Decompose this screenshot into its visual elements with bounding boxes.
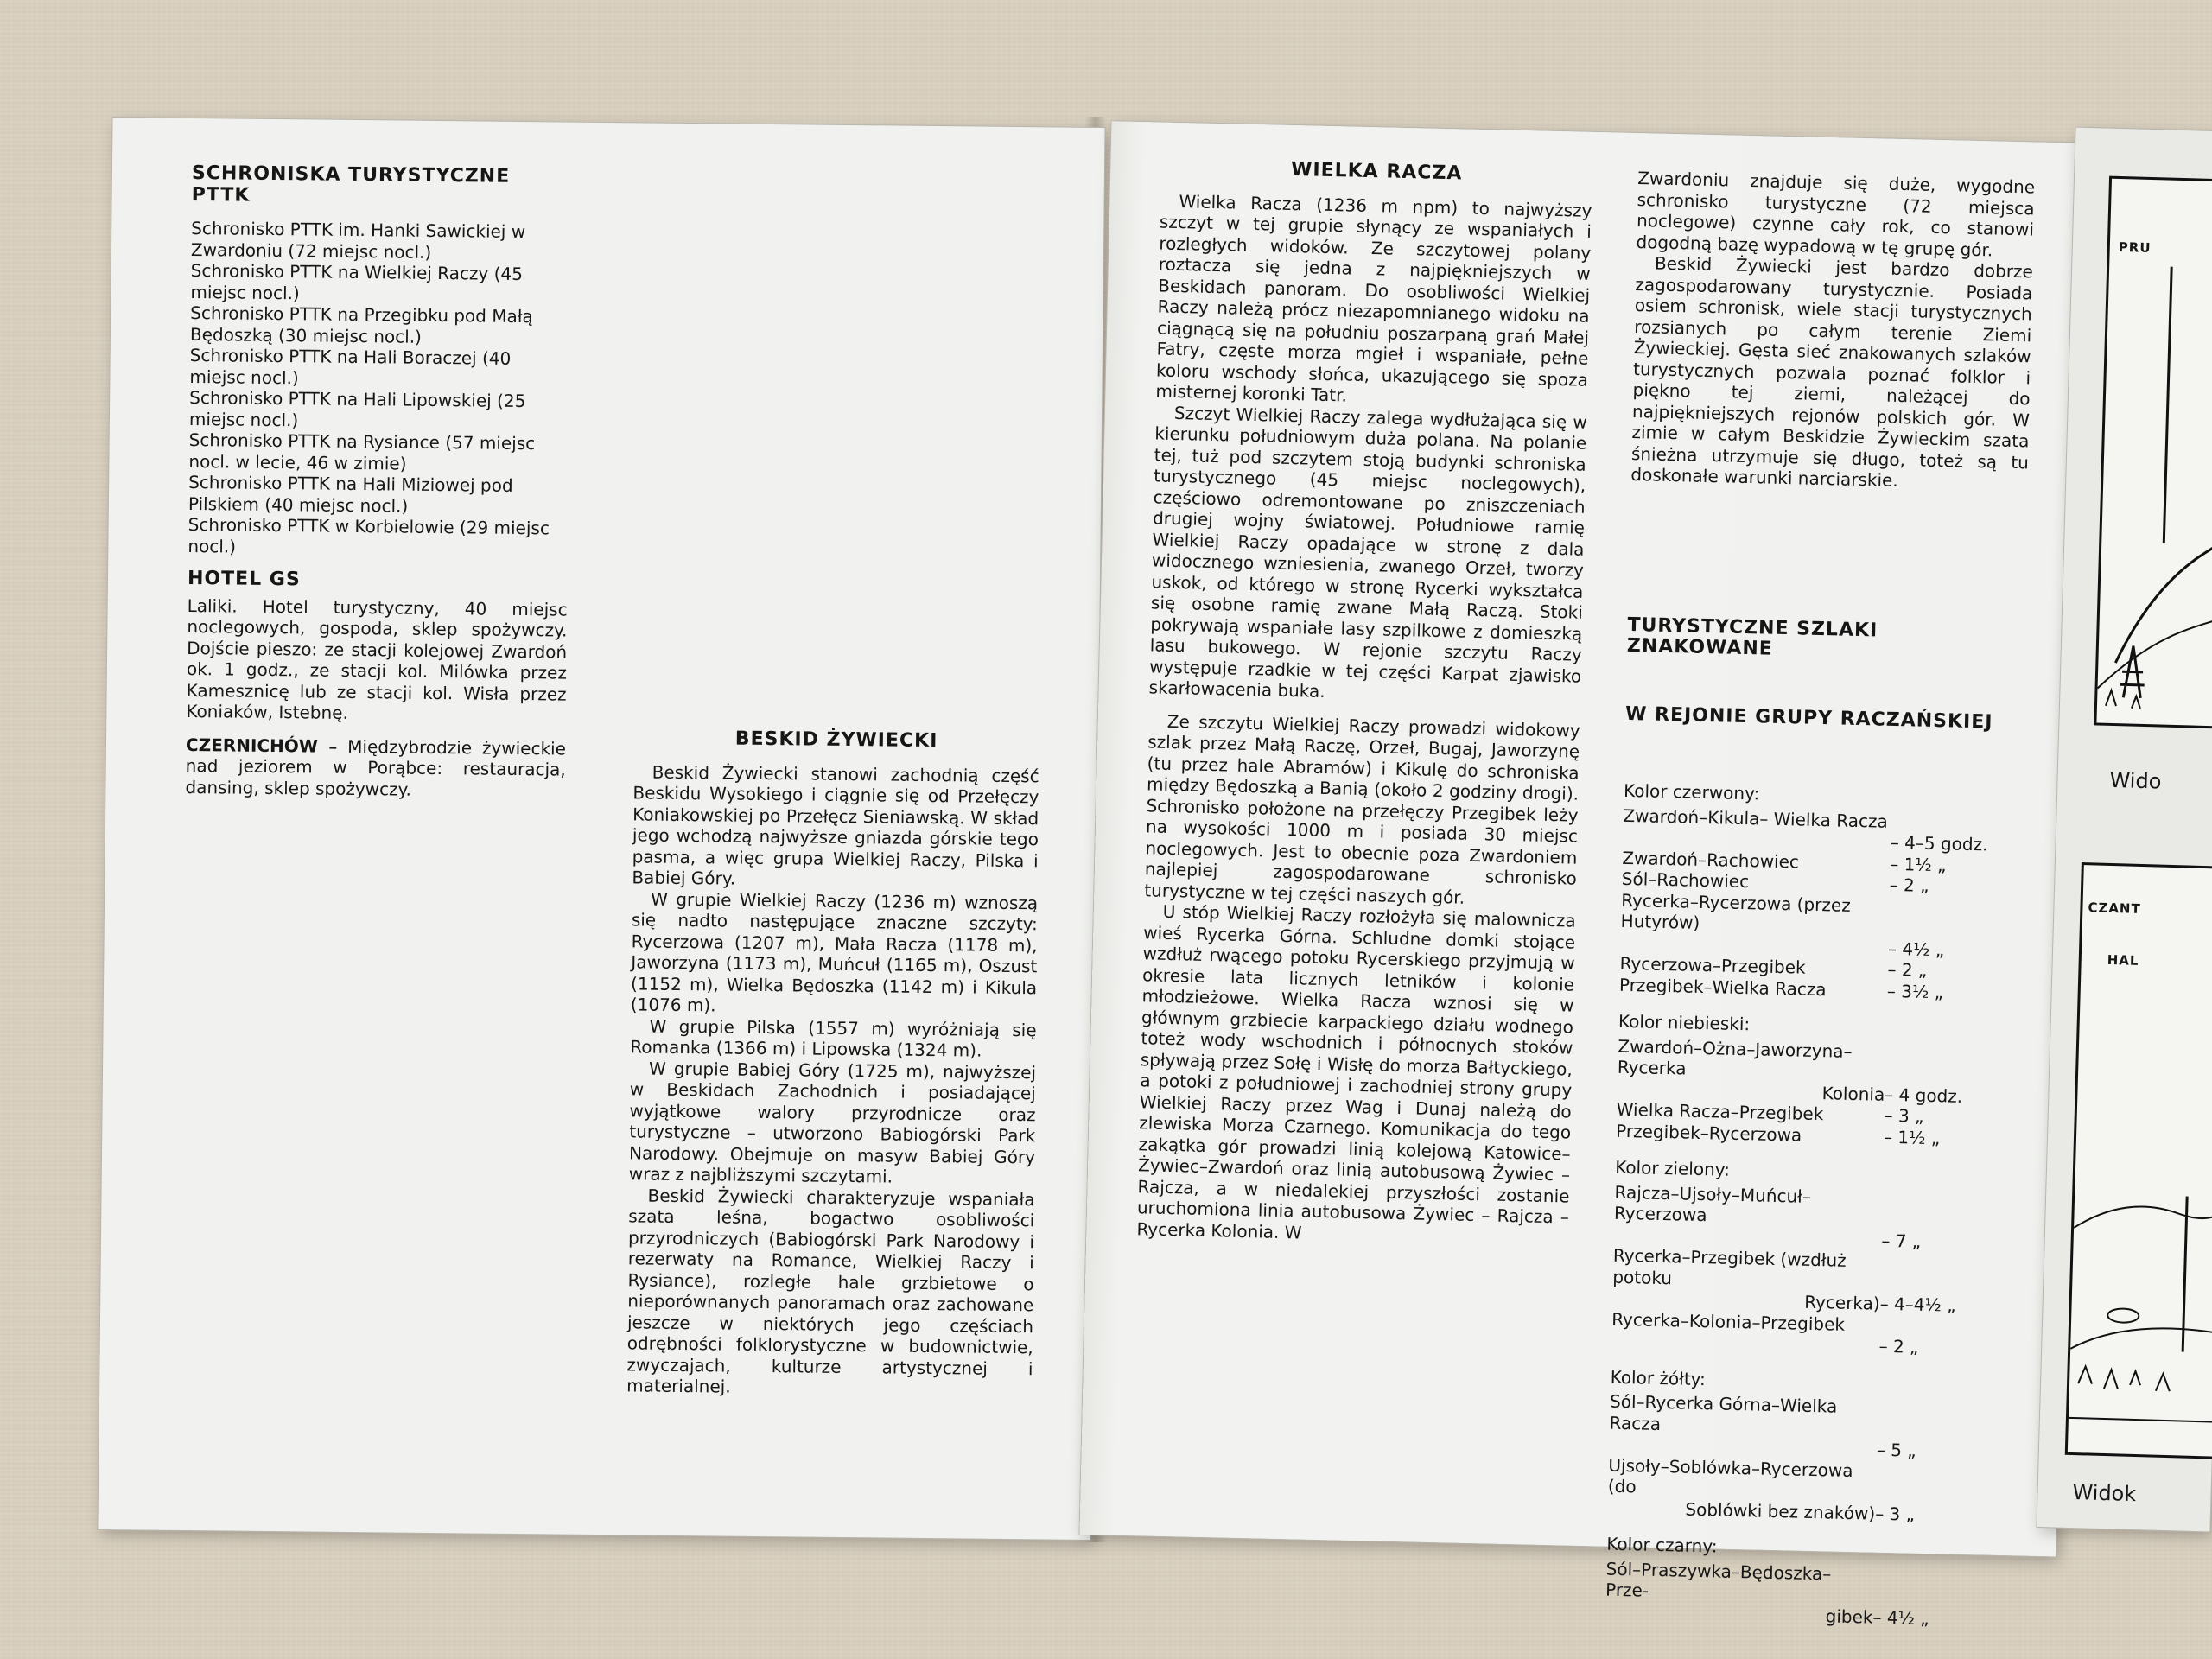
shelters-heading: SCHRONISKA TURYSTYCZNE PTTK (191, 162, 511, 207)
czernichow-body: Międzybrodzie żywieckie nad jeziorem w Porąbce: restauracja, dansing, sklep spożywczy. (185, 735, 567, 800)
trail-color-label: Kolor żółty: (1610, 1366, 1707, 1389)
shelter-item: Schronisko PTTK na Hali Lipowskiej (25 miejsc nocl.) (188, 386, 526, 430)
trail-time (1888, 895, 2018, 940)
map-illustration-bottom (2065, 862, 2212, 1459)
trail-color-label: Kolor niebieski: (1618, 1010, 1751, 1035)
trail-time: – 4–5 godz. (1890, 831, 1988, 855)
trail-route: Przegibek–Rycerzowa (1615, 1120, 1802, 1146)
shelter-item: Schronisko PTTK im. Hanki Sawickiej w Zwardoniu (72 miejsc nocl.) (190, 217, 526, 263)
trail-time (1891, 810, 2021, 835)
caption-bottom: Widok (2072, 1480, 2137, 1507)
trail-group (1611, 1157, 2012, 1360)
hotel-heading: HOTEL GS (187, 567, 301, 591)
shelter-item: Schronisko PTTK na Hali Boraczej (40 miejsc nocl.) (189, 344, 512, 388)
right-info-paragraph: Beskid Żywiecki jest bardzo dobrze zagospodarowany turystycznie. Posiada osiem schronisk, wiele stacji turystycznych rozsianych po całym terenie Ziemi Żywieckiej. Gęsta sieć znakowanych szlaków turystycznych pozwala poznać folklor i piękno tej ziemi, należącej do najpiękniejszych rejonów polskich gór. W zimie w całym Beskidzie Żywieckim szata śnieżna utrzymuje się długo, toteż są tu doskonałe warunki narciarskie. (1630, 252, 2034, 491)
shelters-column (185, 163, 572, 802)
right-page (1079, 121, 2088, 1629)
map-bottom-label-1: CZANT (2088, 899, 2141, 917)
left-page (98, 118, 1104, 1540)
trail-route: gibek (1825, 1605, 1873, 1628)
trail-route: Kolonia (1821, 1082, 1885, 1105)
trail-time: – 2 „ (1878, 1335, 1919, 1357)
trail-time: – 4½ „ (1872, 1606, 1929, 1629)
mountain-sketch-top (2096, 179, 2212, 728)
trail-route: Zwardoń–Ożna–Jaworzyna–Rycerka (1617, 1035, 1853, 1079)
trail-route: Sól–Praszywka–Będoszka–Prze- (1605, 1558, 1832, 1601)
trail-time: – 4–4½ „ (1879, 1293, 1956, 1316)
mountain-sketch-bottom (2068, 865, 2212, 1457)
racza-paragraph: U stóp Wielkiej Raczy rozłożyła się malownicza wieś Rycerka Górna. Schludne domki stojące wzdłuż rwącego potoku Rycerskiego przyjmują w okresie lata licznych letników i kolonie młodzieżowe. Wielka Racza wznosi się w głównym grzbiecie karpackiego działu wodnego toteż wody wschodnich i północnych stoków spływają przez Sołę i Wisłę do morza Bałtyckiego, a potoki z południowej i zachodniej strony grupy Wielkiej Raczy przez Wag i Dunaj należą do zlewiska Morza Czarnego. Komunikacja do tego zakątka gór prowadzi linią kolejową Katowice–Żywiec–Zwardoń oraz linią autobusową Żywiec –Rajcza, a w niedalekiej przyszłości zostanie uruchomiona linia autobusowa Żywiec – Rajcza – Rycerka Kolonia. W (1136, 900, 1576, 1243)
beskid-paragraph: W grupie Wielkiej Raczy (1236 m) wznoszą się nadto następujące znaczne szczyty: Rycerzowa (1207 m), Mała Racza (1178 m), Jaworzyna (1173 m), Muńcuł (1165 m), Oszust (1152 m), Wielka Będoszka (1142 m) i Kikula (1076 m). (630, 888, 1039, 1016)
right-info-paragraphs (1630, 168, 2035, 494)
trail-time: – 1½ „ (1890, 853, 1947, 875)
trail-group (1616, 1011, 2016, 1150)
shelter-item: Schronisko PTTK na Rysiance (57 miejsc nocl. w lecie, 46 w zimie) (188, 429, 536, 474)
trail-color-label: Kolor czerwony: (1623, 779, 1760, 804)
trails-heading: TURYSTYCZNE SZLAKI ZNAKOWANE (1626, 613, 1878, 660)
trail-route: Ujsoły–Soblówka–Rycerzowa (do (1607, 1454, 1853, 1497)
trail-route: Sól–Rycerka Górna–Wielka Racza (1609, 1390, 1838, 1434)
trails-subheading: W REJONIE GRUPY RACZAŃSKIEJ (1624, 702, 1993, 734)
beskid-column (626, 728, 1039, 1400)
racza-paragraph: Wielka Racza (1236 m npm) to najwyższy szczyt w tej grupie słynący ze wspaniałych i rozległych widoków. Ze szczytowej polany roztacza się jedna z najpiękniejszych w Beskidach panoram. Do osobliwości Wielkiej Raczy należą prócz niezapomnianego widoku na ciągnącą się na południu poszarpaną grań Małej Fatry, częste morza mgieł i wspaniałe, pełne koloru wschody słońca, ukazującego się spoza misternej koronki Tatr. (1155, 190, 1592, 406)
trail-time: – 4 godz. (1884, 1084, 1963, 1107)
beskid-paragraph: W grupie Babiej Góry (1725 m), najwyższej w Beskidach Zachodnich i posiadającej wyjątkowe walory przyrodnicze oraz turystyczne – utworzono Babiogórski Park Narodowy. Obejmuje on masyw Babiej Góry wraz z najbliższymi szczytami. (628, 1058, 1037, 1187)
trail-time: – 7 „ (1881, 1230, 1922, 1252)
right-info-column (1605, 168, 2035, 1646)
trail-route: Rycerka–Kolonia–Przegibek (1611, 1308, 1846, 1335)
shelter-list (188, 218, 571, 561)
trail-time (1882, 1187, 2012, 1232)
trail-time: – 2 „ (1889, 874, 1929, 896)
trail-route: Sól–Rachowiec (1621, 868, 1750, 893)
shelter-item: Schronisko PTTK w Korbielowie (29 miejsc nocl.) (188, 513, 550, 557)
beskid-paragraph: Beskid Żywiecki charakteryzuje wspaniała szata leśna, bogactwo osobliwości przyrodniczych (Babiogórski Park Narodowy i rezerwaty na Romance, Wielkiej Raczy i Rysiance), rozległe hale grzbietowe o nieporównanych panoramach oraz zachowane jeszcze w niektórych jego częściach odrębności folklorystyczne w budownictwie, zwyczajach, kulturze artystycznej i materialnej. (626, 1185, 1035, 1397)
trail-time (1885, 1041, 2016, 1086)
racza-paragraph: Szczyt Wielkiej Raczy zalega wydłużająca się w kierunku południowym duża polana. Na polanie tej, tuż pod szczytem stoją budynki schroniska turystycznego (45 miejsc noclegowych), częściowo odremontowane po zniszczeniach drugiej wojny światowej. Południowe ramię Wielkiej Raczy opadające w stronę z dala widocznego wzniesienia, zwanego Orzeł, tworzy uskok, od którego w stronę Rycerki wykształca się osobne ramię zwane Małą Raczą. Stoki pokrywają wspaniałe lasy szpilkowe z domieszką lasu bukowego. W rejonie szczytu Raczy występuje rzadkie w tej części Karpat zjawisko skarłowacenia buka. (1148, 402, 1588, 702)
trail-route: Rycerka–Przegibek (wzdłuż potoku (1612, 1244, 1847, 1288)
trail-route: Wielka Racza–Przegibek (1616, 1098, 1824, 1125)
trail-group (1619, 780, 2022, 1004)
trail-route: Zwardoń–Kikula– Wielka Racza (1623, 804, 1889, 832)
map-top-label: PRU (2118, 238, 2152, 257)
map-illustration-top (2094, 176, 2212, 730)
trail-color-label: Kolor zielony: (1614, 1156, 1731, 1180)
trail-time (1876, 1460, 2006, 1505)
czernichow-lead: CZERNICHÓW – (185, 734, 338, 757)
trail-time: – 2 „ (1887, 958, 1928, 981)
racza-paragraph: Ze szczytu Wielkiej Raczy prowadzi widokowy szlak przez Małą Raczę, Orzeł, Bugaj, Jaworzynę (tu przez hale Abramów) i Kikulę do schroniska między Będoszką a Banią (około 2 godziny drogi). Schronisko położone na przełęczy Przegibek leży na wysokości 1000 m i posiada 30 miejsc noclegowych. Jest to obecnie poza Zwardoniem najlepiej zagospodarowane schronisko turystyczne w tej części naszych gór. (1144, 710, 1580, 908)
trail-time (1873, 1564, 2004, 1609)
trail-route: Zwardoń–Rachowiec (1622, 847, 1800, 872)
trail-time: – 5 „ (1876, 1439, 1916, 1461)
trail-time: – 3 „ (1884, 1104, 1924, 1127)
wielka-racza-paragraphs (1136, 190, 1592, 1249)
shelter-item: Schronisko PTTK na Hali Miziowej pod Pilskiem (40 miejsc nocl.) (188, 471, 513, 517)
trail-group (1605, 1534, 2004, 1630)
beskid-paragraph: Beskid Żywiecki stanowi zachodnią część Beskidu Wysokiego i ciągnie się od Przełęczy Koniakowskiej po Przełęcz Sieniawską. W skład jego wchodzą najwyższe gniazda górskie tego pasma, a więc grupa Wielkiej Raczy, Pilska i Babiej Góry. (632, 761, 1039, 889)
czernichow-text (185, 734, 566, 801)
map-bottom-label-2: HAL (2107, 951, 2139, 969)
beskid-heading: BESKID ŻYWIECKI (734, 728, 938, 753)
trail-route: Rycerka–Rycerzowa (przez Hutyrów) (1620, 889, 1852, 933)
trail-route: Soblówki bez znaków) (1685, 1498, 1876, 1524)
trail-time: – 3½ „ (1886, 980, 1944, 1002)
shelter-item: Schronisko PTTK na Przegibku pod Małą Będoszką (30 miejsc nocl.) (189, 302, 533, 347)
caption-top: Wido (2109, 767, 2162, 794)
trail-list (1605, 780, 2021, 1630)
beskid-paragraph: W grupie Pilska (1557 m) wyróżniają się Romanka (1366 m) i Lipowska (1324 m). (630, 1015, 1037, 1061)
beskid-paragraphs (626, 761, 1039, 1401)
trail-time: – 1½ „ (1883, 1126, 1941, 1148)
shelter-item: Schronisko PTTK na Wielkiej Raczy (45 miejsc nocl.) (190, 259, 524, 303)
trail-time: – 4½ „ (1887, 938, 1945, 960)
hotel-text: Laliki. Hotel turystyczny, 40 miejsc noclegowych, gospoda, sklep spożywczy. Dojście pieszo: ze stacji kolejowej Zwardoń ok. 1 godz., ze stacji kol. Milówka przez Kamesznicę lub ze stacji kol. Wisła przez Koniaków, Istebnę. (186, 594, 568, 723)
trail-time (1879, 1314, 2010, 1338)
trail-route: Rycerzowa–Przegibek (1619, 952, 1806, 978)
right-info-paragraph: Zwardoniu znajduje się duże, wygodne schronisko turystyczne (72 miejsca noclegowe) czynne cały rok, co stanowi dogodną bazę wypadową w tę grupę gór. (1636, 168, 2036, 260)
trail-time (1880, 1251, 2011, 1296)
wielka-racza-heading: WIELKA RACZA (1290, 158, 1463, 185)
trail-route: Rycerka) (1804, 1291, 1881, 1314)
trail-time: – 3 „ (1874, 1503, 1916, 1525)
wielka-racza-column (1136, 157, 1592, 1249)
trail-time (1877, 1397, 2007, 1442)
trail-group (1607, 1366, 2008, 1527)
trail-route: Rajcza–Ujsoły–Muńcuł–Rycerzowa (1613, 1181, 1812, 1226)
trail-color-label: Kolor czarny: (1606, 1533, 1718, 1557)
trail-route: Przegibek–Wielka Racza (1618, 974, 1827, 1000)
